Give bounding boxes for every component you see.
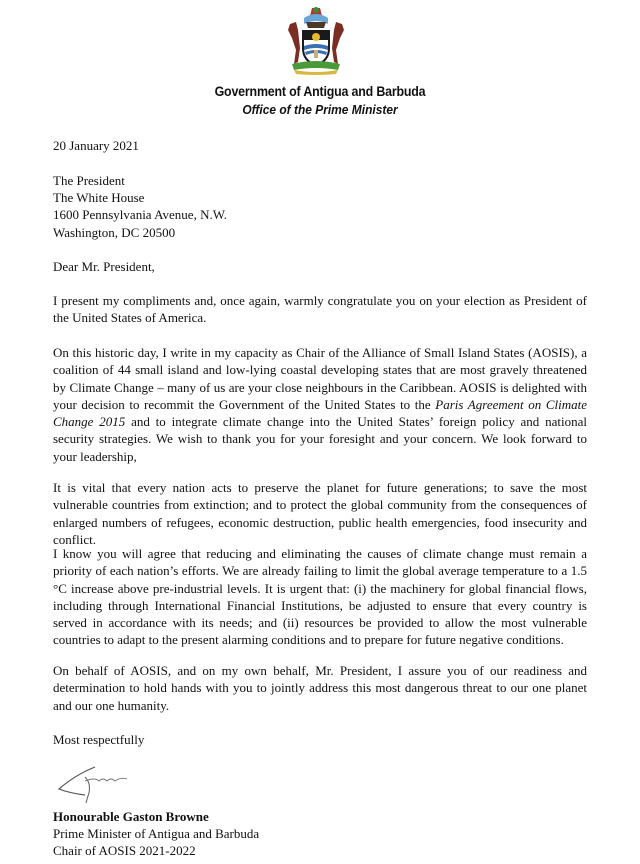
paragraph-vital-action: It is vital that every nation acts to preserve the planet for future generations; to save the most vulnerable countries from extinction; and to protect the global community from the consequences of enlarged numbers of refugees, economic destruction, public health emergencies, food insecurity and conflict.: [53, 480, 587, 547]
recipient-line: The White House: [53, 190, 145, 206]
paris-agreement-title: Paris Agreement on Climate Change 2015: [53, 396, 587, 430]
coat-of-arms-icon: [284, 4, 348, 76]
paragraph-readiness: On behalf of AOSIS, and on my own behalf, Mr. President, I assure you of our readiness and determination to hold hands with you to jointly address this most dangerous threat to our one planet and our one humanity.: [53, 663, 587, 713]
letter-date: 20 January 2021: [53, 138, 139, 153]
paragraph-climate-priority: I know you will agree that reducing and eliminating the causes of climate change must remain a priority of each nation’s efforts. We are already failing to limit the global average temperature to a 1.5 °C increase above pre-industrial levels. It is urgent that: (i) the machinery for global financial flows, including through International Financial Institutions, be adjusted to ensure that every country is served in accordance with its needs; and (ii) resources be provided to allow the most vulnerable countries to adapt to the present alarming conditions and to prepare for future negative conditions.: [53, 546, 587, 648]
recipient-address: [53, 172, 587, 241]
recipient-line: The President: [53, 173, 125, 188]
recipient-line: Washington, DC 20500: [53, 224, 176, 240]
letterhead-office: Office of the Prime Minister: [242, 102, 398, 117]
paragraph-text: and to integrate climate change into the United States’ foreign policy and national security strategies. We wish to thank you for your foresight and your concern. We look forward to your leadership,: [53, 414, 587, 464]
salutation: Dear Mr. President,: [53, 259, 155, 274]
closing: Most respectfully: [53, 732, 145, 747]
letterhead-government: Government of Antigua and Barbuda: [214, 84, 426, 99]
signatory-name: Honourable Gaston Browne: [53, 809, 209, 824]
paragraph-aosis-chair: [53, 344, 587, 465]
recipient-line: 1600 Pennsylvania Avenue, N.W.: [53, 207, 228, 223]
signatory-title: Chair of AOSIS 2021-2022: [53, 843, 196, 859]
signature-icon: [55, 763, 130, 805]
signatory-block: [53, 808, 587, 860]
signatory-title: Prime Minister of Antigua and Barbuda: [53, 826, 260, 842]
paragraph-congratulations: I present my compliments and, once again, warmly congratulate you on your election as President of the United States of America.: [53, 293, 587, 326]
paragraph-text: On this historic day, I write in my capacity as Chair of the Alliance of Small Island States (AOSIS), a coalition of 44 small island and low-lying coastal developing states that are most gravely threatened by Climate Change – many of us are your close neighbours in the Caribbean. AOSIS is delighted with your decision to recommit the Government of the United States to the: [53, 345, 587, 412]
